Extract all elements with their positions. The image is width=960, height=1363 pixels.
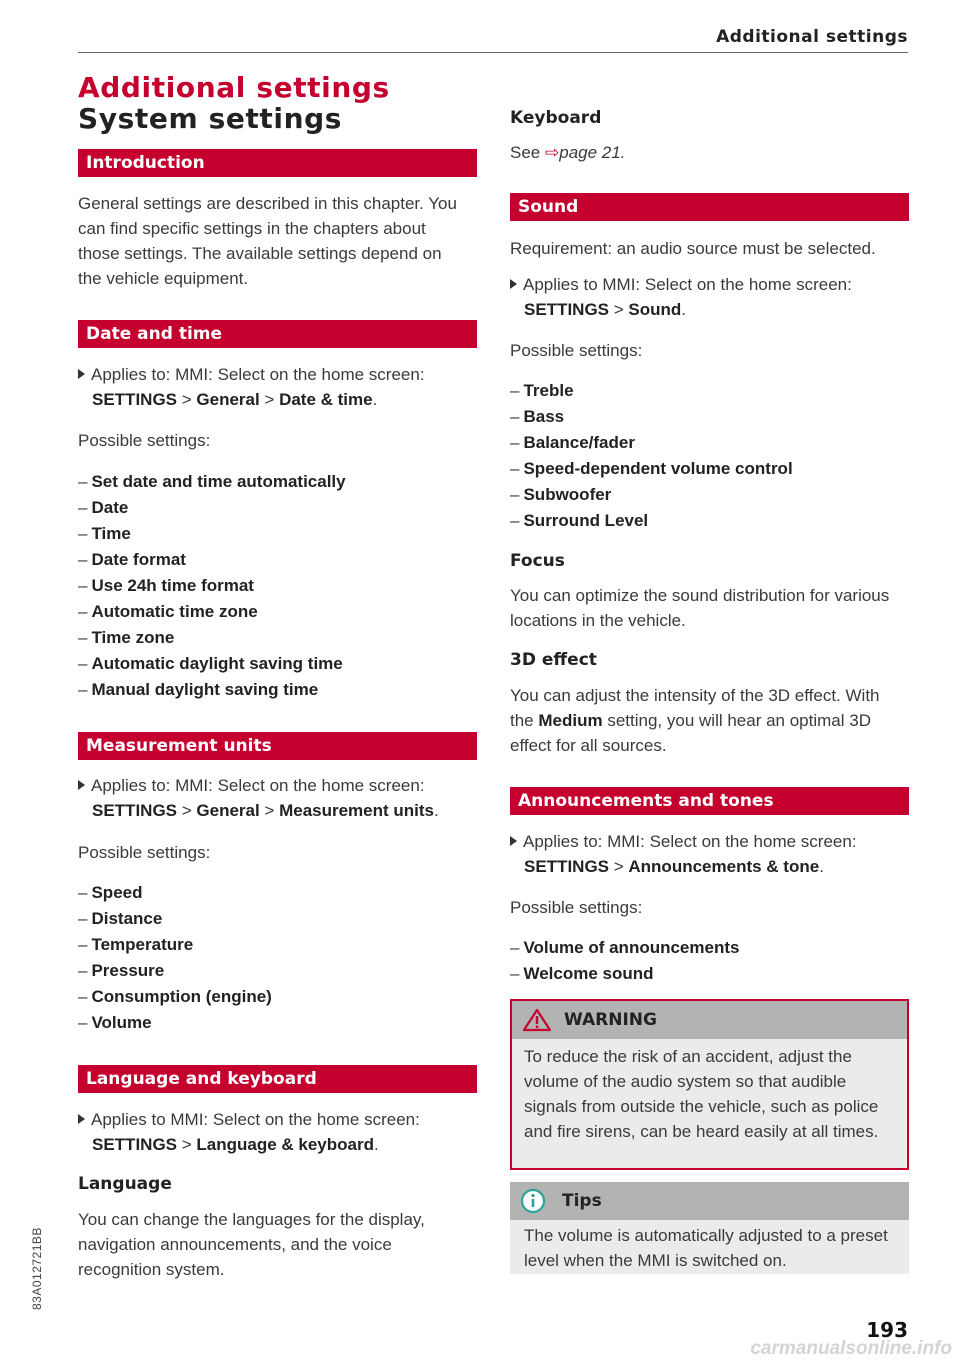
subheading-focus: Focus	[510, 551, 565, 571]
section-heading-language-keyboard: Language and keyboard	[78, 1065, 477, 1093]
list-item: – Automatic daylight saving time	[78, 654, 343, 673]
introduction-text: General settings are described in this chapter. You can find specific settings in the chapters about those settings. The available settings depend on the vehicle equipment.	[78, 194, 457, 288]
list-item: – Set date and time automatically	[78, 472, 346, 491]
list-item: – Date format	[78, 550, 186, 569]
running-title: Additional settings	[716, 27, 908, 47]
measurement-settings-list	[78, 880, 272, 1036]
list-item: – Distance	[78, 909, 163, 928]
possible-settings-label: Possible settings:	[510, 341, 643, 360]
announcements-instruction: Applies to: MMI: Select on the home screen: SETTINGS > Announcements & tone.	[510, 829, 909, 879]
tips-header	[510, 1182, 909, 1220]
list-item: – Time	[78, 524, 131, 543]
focus-text: You can optimize the sound distribution for various locations in the vehicle.	[510, 586, 890, 630]
applies-text: Applies to: MMI: Select on the home screen:	[91, 365, 425, 384]
list-item: – Bass	[510, 407, 565, 426]
subheading-keyboard: Keyboard	[510, 108, 602, 128]
info-icon	[520, 1188, 546, 1214]
possible-settings-label: Possible settings:	[78, 843, 211, 862]
list-item: – Speed-dependent volume control	[510, 459, 793, 478]
section-heading-date-time: Date and time	[78, 320, 477, 348]
subheading-3d-effect: 3D effect	[510, 650, 597, 670]
language-instruction: Applies to MMI: Select on the home screen: SETTINGS > Language & keyboard.	[78, 1107, 477, 1157]
arrow-right-icon: ⇨	[544, 143, 560, 162]
warning-triangle-icon	[522, 1008, 552, 1032]
document-code: 83A012721BB	[30, 1227, 44, 1310]
tips-box	[510, 1182, 909, 1274]
section-heading-sound: Sound	[510, 193, 909, 221]
date-time-instruction	[78, 362, 477, 412]
chapter-title-primary: Additional settings	[78, 71, 390, 104]
tips-title: Tips	[562, 1191, 602, 1211]
menu-path: SETTINGS > General > Measurement units.	[92, 801, 439, 820]
list-item: – Balance/fader	[510, 433, 635, 452]
list-item: – Surround Level	[510, 511, 649, 530]
warning-text: To reduce the risk of an accident, adjust the volume of the audio system so that audible signals from outside the vehicle, such as police and fire sirens, can be heard easily at all times.	[524, 1047, 879, 1141]
section-heading-announcements: Announcements and tones	[510, 787, 909, 815]
bullet-arrow-icon	[78, 1114, 85, 1124]
bullet-arrow-icon	[78, 780, 85, 790]
list-item: – Temperature	[78, 935, 194, 954]
bullet-arrow-icon	[510, 279, 517, 289]
list-item: – Consumption (engine)	[78, 987, 272, 1006]
announcements-settings-list	[510, 935, 739, 987]
list-item: – Time zone	[78, 628, 175, 647]
warning-header	[512, 1001, 907, 1039]
effect-text: You can adjust the intensity of the 3D effect. With the Medium setting, you will hear an optimal 3D effect for all sources.	[510, 686, 880, 755]
bullet-arrow-icon	[78, 369, 85, 379]
list-item: – Subwoofer	[510, 485, 612, 504]
list-item: – Automatic time zone	[78, 602, 258, 621]
list-item: – Pressure	[78, 961, 165, 980]
menu-path: SETTINGS > General > Date & time.	[92, 390, 378, 409]
menu-path: SETTINGS > Announcements & tone.	[524, 857, 824, 876]
sound-instruction: Applies to MMI: Select on the home screen: SETTINGS > Sound.	[510, 272, 909, 322]
tips-text: The volume is automatically adjusted to a preset level when the MMI is switched on.	[524, 1226, 888, 1270]
measurement-instruction: Applies to: MMI: Select on the home screen: SETTINGS > General > Measurement units.	[78, 773, 477, 823]
list-item: – Manual daylight saving time	[78, 680, 319, 699]
date-time-settings-list	[78, 469, 346, 703]
sound-requirement: Requirement: an audio source must be selected.	[510, 239, 876, 258]
warning-box	[510, 999, 909, 1170]
language-text: You can change the languages for the display, navigation announcements, and the voice recognition system.	[78, 1210, 425, 1279]
sound-settings-list	[510, 378, 793, 534]
page-link[interactable]: page 21.	[559, 143, 626, 162]
keyboard-see-reference: See ⇨page 21.	[510, 143, 626, 162]
list-item: – Date	[78, 498, 129, 517]
possible-settings-label: Possible settings:	[510, 898, 643, 917]
warning-title: WARNING	[564, 1010, 657, 1030]
section-heading-introduction: Introduction	[78, 149, 477, 177]
running-header	[78, 24, 908, 53]
watermark: carmanualsonline.info	[750, 1338, 952, 1359]
list-item: – Welcome sound	[510, 964, 654, 983]
subheading-language: Language	[78, 1174, 172, 1194]
menu-path: SETTINGS > Sound.	[524, 300, 687, 319]
bullet-arrow-icon	[510, 836, 517, 846]
chapter-title	[78, 72, 498, 134]
menu-path: SETTINGS > Language & keyboard.	[92, 1135, 379, 1154]
possible-settings-label: Possible settings:	[78, 431, 211, 450]
list-item: – Volume	[78, 1013, 152, 1032]
section-heading-measurement-units: Measurement units	[78, 732, 477, 760]
chapter-title-secondary: System settings	[78, 102, 343, 135]
page-number: 193	[866, 1318, 908, 1342]
list-item: – Speed	[78, 883, 143, 902]
list-item: – Use 24h time format	[78, 576, 254, 595]
list-item: – Volume of announcements	[510, 938, 740, 957]
list-item: – Treble	[510, 381, 574, 400]
